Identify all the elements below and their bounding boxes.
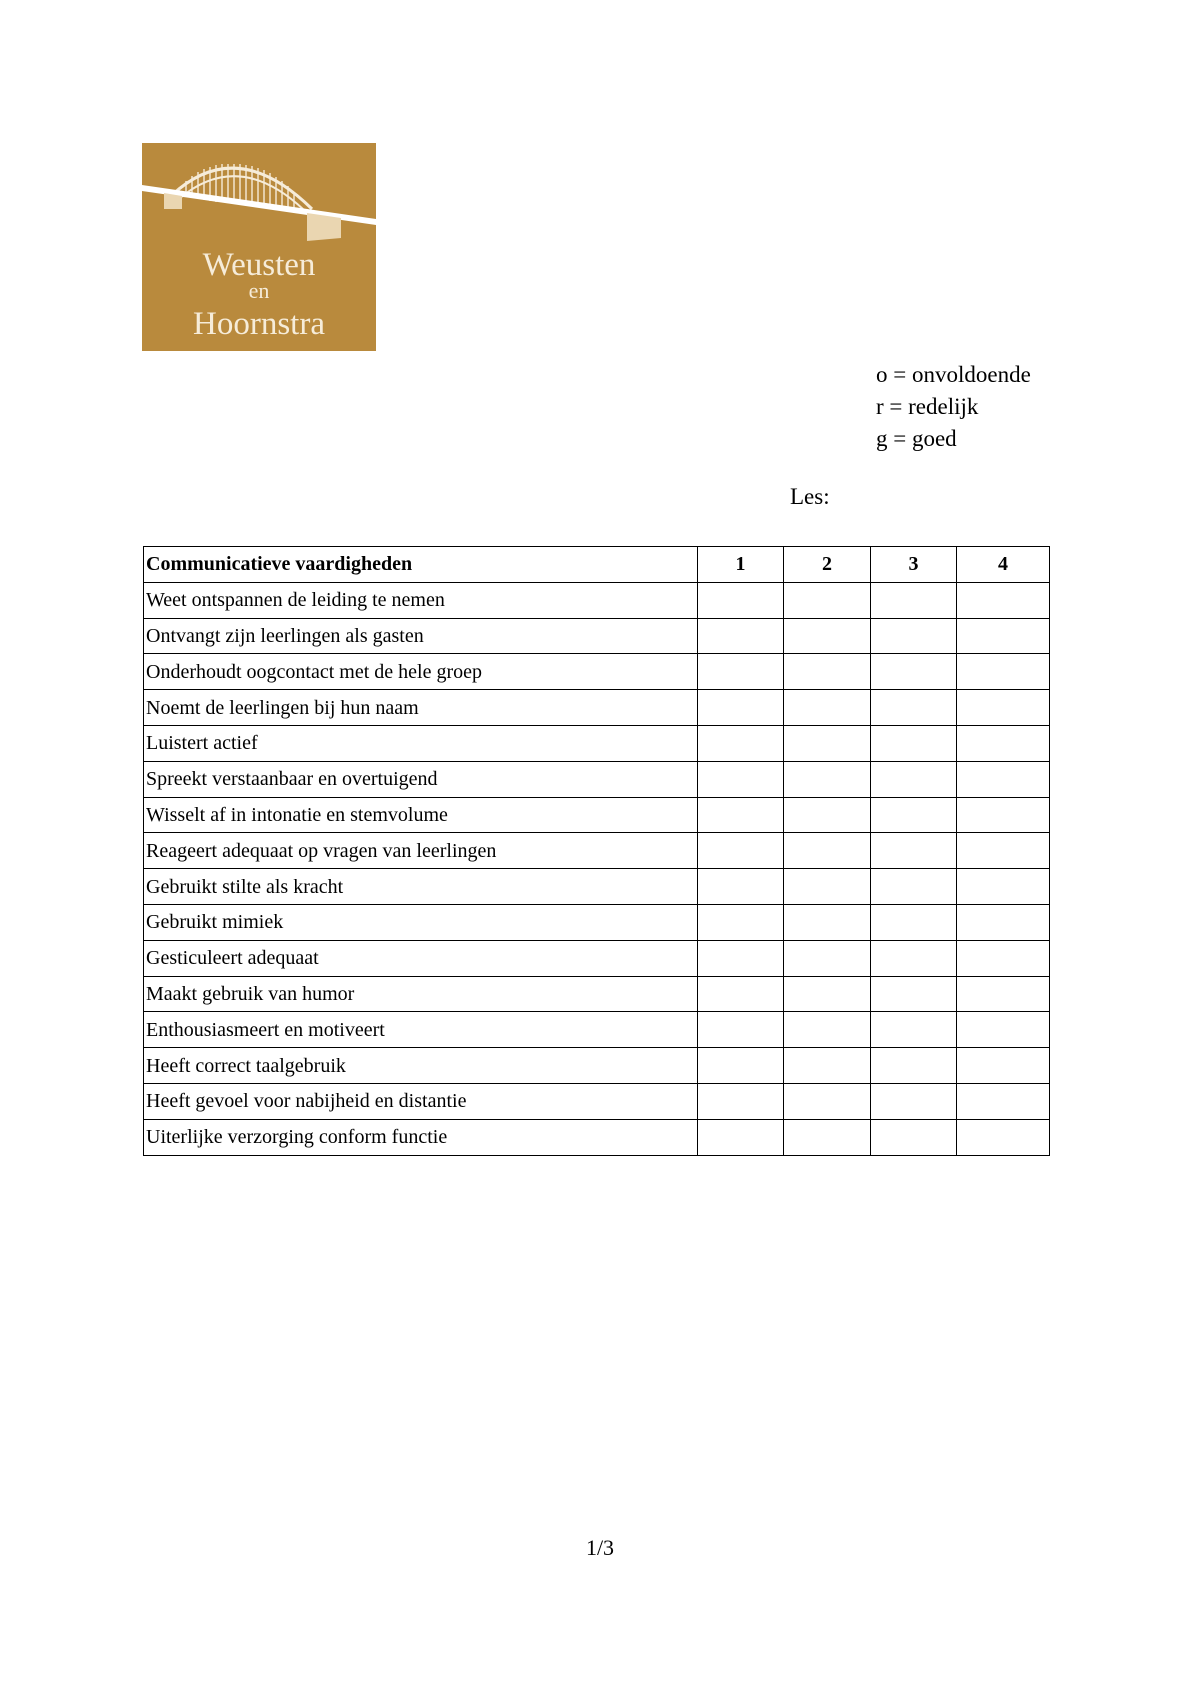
score-cell-1[interactable] — [698, 725, 784, 761]
score-cell-1[interactable] — [698, 654, 784, 690]
score-cell-1[interactable] — [698, 869, 784, 905]
logo-text-line1: Weusten — [202, 247, 316, 283]
table-row — [144, 725, 1050, 761]
table-row — [144, 582, 1050, 618]
score-cell-3[interactable] — [871, 761, 957, 797]
header-skills: Communicatieve vaardigheden — [144, 547, 698, 583]
score-cell-4[interactable] — [957, 869, 1050, 905]
score-cell-1[interactable] — [698, 761, 784, 797]
header-col-2: 2 — [784, 547, 871, 583]
score-cell-1[interactable] — [698, 618, 784, 654]
score-cell-2[interactable] — [784, 1048, 871, 1084]
rating-legend — [876, 359, 1031, 455]
skill-label: Enthousiasmeert en motiveert — [144, 1012, 698, 1048]
header-col-3: 3 — [871, 547, 957, 583]
skill-label: Gebruikt stilte als kracht — [144, 869, 698, 905]
score-cell-3[interactable] — [871, 833, 957, 869]
table-row — [144, 869, 1050, 905]
header-col-1: 1 — [698, 547, 784, 583]
table-row — [144, 833, 1050, 869]
score-cell-2[interactable] — [784, 869, 871, 905]
table-row — [144, 618, 1050, 654]
skill-label: Onderhoudt oogcontact met de hele groep — [144, 654, 698, 690]
score-cell-3[interactable] — [871, 618, 957, 654]
skill-label: Gesticuleert adequaat — [144, 940, 698, 976]
score-cell-2[interactable] — [784, 618, 871, 654]
score-cell-3[interactable] — [871, 690, 957, 726]
skills-table — [143, 546, 1050, 1156]
score-cell-2[interactable] — [784, 1083, 871, 1119]
score-cell-4[interactable] — [957, 690, 1050, 726]
score-cell-1[interactable] — [698, 1048, 784, 1084]
score-cell-3[interactable] — [871, 725, 957, 761]
lesson-label: Les: — [790, 484, 830, 509]
table-row — [144, 1083, 1050, 1119]
score-cell-2[interactable] — [784, 654, 871, 690]
logo-text-line2: en — [248, 278, 270, 303]
score-cell-3[interactable] — [871, 654, 957, 690]
score-cell-1[interactable] — [698, 797, 784, 833]
header-col-4: 4 — [957, 547, 1050, 583]
score-cell-1[interactable] — [698, 904, 784, 940]
score-cell-3[interactable] — [871, 582, 957, 618]
score-cell-2[interactable] — [784, 833, 871, 869]
table-row — [144, 976, 1050, 1012]
score-cell-4[interactable] — [957, 797, 1050, 833]
score-cell-1[interactable] — [698, 1119, 784, 1155]
table-row — [144, 690, 1050, 726]
table-row — [144, 654, 1050, 690]
table-row — [144, 1048, 1050, 1084]
score-cell-4[interactable] — [957, 904, 1050, 940]
skills-table-body — [144, 582, 1050, 1155]
skill-label: Uiterlijke verzorging conform functie — [144, 1119, 698, 1155]
table-row — [144, 1012, 1050, 1048]
score-cell-4[interactable] — [957, 1048, 1050, 1084]
score-cell-1[interactable] — [698, 833, 784, 869]
score-cell-2[interactable] — [784, 1119, 871, 1155]
skill-label: Reageert adequaat op vragen van leerlingen — [144, 833, 698, 869]
legend-onvoldoende: o = onvoldoende — [876, 362, 1031, 387]
score-cell-3[interactable] — [871, 940, 957, 976]
score-cell-4[interactable] — [957, 1119, 1050, 1155]
skill-label: Heeft correct taalgebruik — [144, 1048, 698, 1084]
skill-label: Luistert actief — [144, 725, 698, 761]
score-cell-2[interactable] — [784, 976, 871, 1012]
skill-label: Ontvangt zijn leerlingen als gasten — [144, 618, 698, 654]
skill-label: Wisselt af in intonatie en stemvolume — [144, 797, 698, 833]
score-cell-1[interactable] — [698, 1083, 784, 1119]
score-cell-3[interactable] — [871, 1083, 957, 1119]
score-cell-3[interactable] — [871, 976, 957, 1012]
legend-redelijk: r = redelijk — [876, 394, 979, 419]
score-cell-4[interactable] — [957, 1083, 1050, 1119]
table-row — [144, 761, 1050, 797]
score-cell-3[interactable] — [871, 797, 957, 833]
score-cell-3[interactable] — [871, 1119, 957, 1155]
weusten-en-hoornstra-logo — [142, 143, 376, 351]
score-cell-1[interactable] — [698, 690, 784, 726]
table-row — [144, 797, 1050, 833]
table-row — [144, 940, 1050, 976]
score-cell-4[interactable] — [957, 761, 1050, 797]
score-cell-4[interactable] — [957, 582, 1050, 618]
table-row — [144, 1119, 1050, 1155]
score-cell-1[interactable] — [698, 940, 784, 976]
legend-goed: g = goed — [876, 426, 957, 451]
score-cell-3[interactable] — [871, 1048, 957, 1084]
page-number: 1/3 — [585, 1535, 615, 1560]
score-cell-3[interactable] — [871, 904, 957, 940]
score-cell-1[interactable] — [698, 1012, 784, 1048]
skill-label: Spreekt verstaanbaar en overtuigend — [144, 761, 698, 797]
skill-label: Gebruikt mimiek — [144, 904, 698, 940]
score-cell-2[interactable] — [784, 940, 871, 976]
score-cell-2[interactable] — [784, 725, 871, 761]
score-cell-3[interactable] — [871, 869, 957, 905]
score-cell-2[interactable] — [784, 582, 871, 618]
score-cell-2[interactable] — [784, 904, 871, 940]
skill-label: Weet ontspannen de leiding te nemen — [144, 582, 698, 618]
score-cell-2[interactable] — [784, 797, 871, 833]
score-cell-4[interactable] — [957, 833, 1050, 869]
score-cell-1[interactable] — [698, 582, 784, 618]
score-cell-4[interactable] — [957, 725, 1050, 761]
score-cell-4[interactable] — [957, 654, 1050, 690]
score-cell-4[interactable] — [957, 940, 1050, 976]
score-cell-2[interactable] — [784, 761, 871, 797]
score-cell-1[interactable] — [698, 976, 784, 1012]
skill-label: Maakt gebruik van humor — [144, 976, 698, 1012]
table-row — [144, 904, 1050, 940]
score-cell-3[interactable] — [871, 1012, 957, 1048]
score-cell-4[interactable] — [957, 976, 1050, 1012]
table-header-row — [144, 547, 1050, 583]
logo-text-line3: Hoornstra — [193, 306, 325, 342]
score-cell-2[interactable] — [784, 690, 871, 726]
score-cell-2[interactable] — [784, 1012, 871, 1048]
score-cell-4[interactable] — [957, 618, 1050, 654]
score-cell-4[interactable] — [957, 1012, 1050, 1048]
skill-label: Noemt de leerlingen bij hun naam — [144, 690, 698, 726]
skill-label: Heeft gevoel voor nabijheid en distantie — [144, 1083, 698, 1119]
